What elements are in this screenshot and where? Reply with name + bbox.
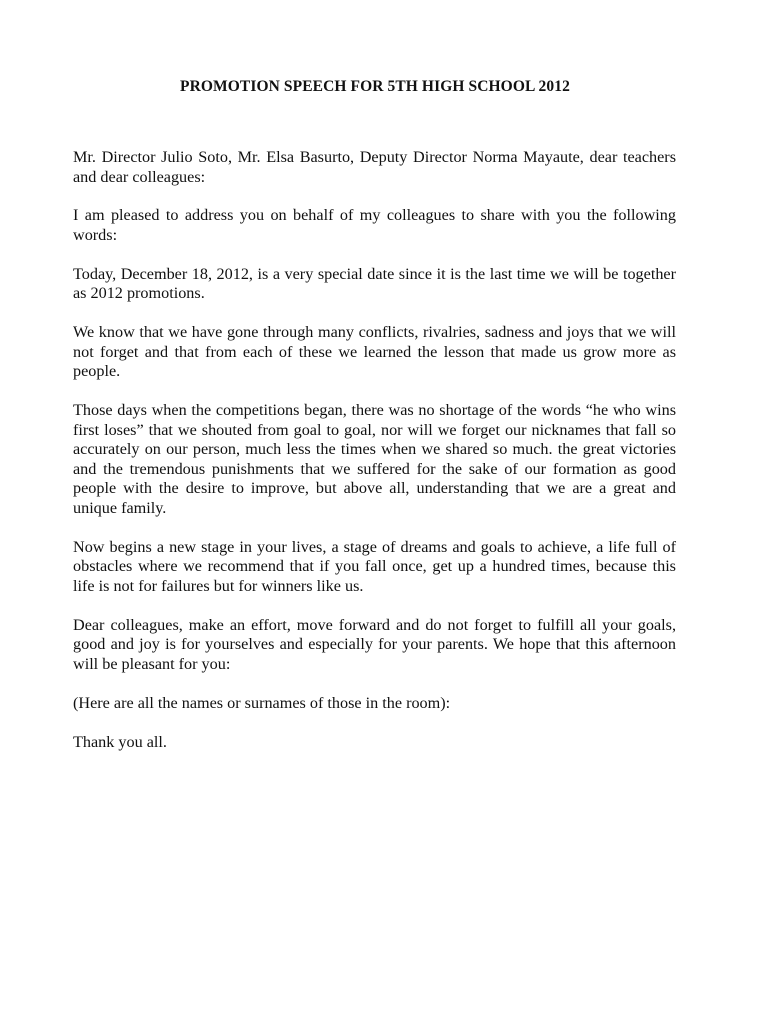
paragraph-greeting: Mr. Director Julio Soto, Mr. Elsa Basurto, Deputy Director Norma Mayaute, dear teachers and dear colleagues: (73, 148, 676, 186)
page-title: PROMOTION SPEECH FOR 5TH HIGH SCHOOL 2012 (180, 78, 570, 95)
paragraph-closing: Thank you all. (73, 732, 167, 751)
paragraph-competitions: Those days when the competitions began, there was no shortage of the words “he who wins first loses” that we shouted from goal to goal, nor will we forget our nicknames that fall so accurately on our person, much less the times when we shared so much. the great victories and the tremendous punishments that we suffered for the sake of our formation as good people with the desire to improve, but above all, understanding that we are a great and unique family. (73, 401, 676, 518)
paragraph-date: Today, December 18, 2012, is a very special date since it is the last time we will be together as 2012 promotions. (73, 264, 676, 303)
paragraph-encouragement: Dear colleagues, make an effort, move forward and do not forget to fulfill all your goals, good and joy is for yourselves and especially for your parents. We hope that this afternoon will be pleasant for you: (73, 615, 676, 673)
paragraph-intro: I am pleased to address you on behalf of my colleagues to share with you the following words: (73, 206, 676, 244)
paragraph-names-note: (Here are all the names or surnames of those in the room): (73, 693, 451, 712)
paragraph-new-stage: Now begins a new stage in your lives, a stage of dreams and goals to achieve, a life full of obstacles where we recommend that if you fall once, get up a hundred times, because this life is not for failures but for winners like us. (73, 537, 676, 596)
document-body (73, 148, 676, 771)
paragraph-memories: We know that we have gone through many conflicts, rivalries, sadness and joys that we will not forget and that from each of these we learned the lesson that made us grow more as people. (73, 323, 676, 381)
